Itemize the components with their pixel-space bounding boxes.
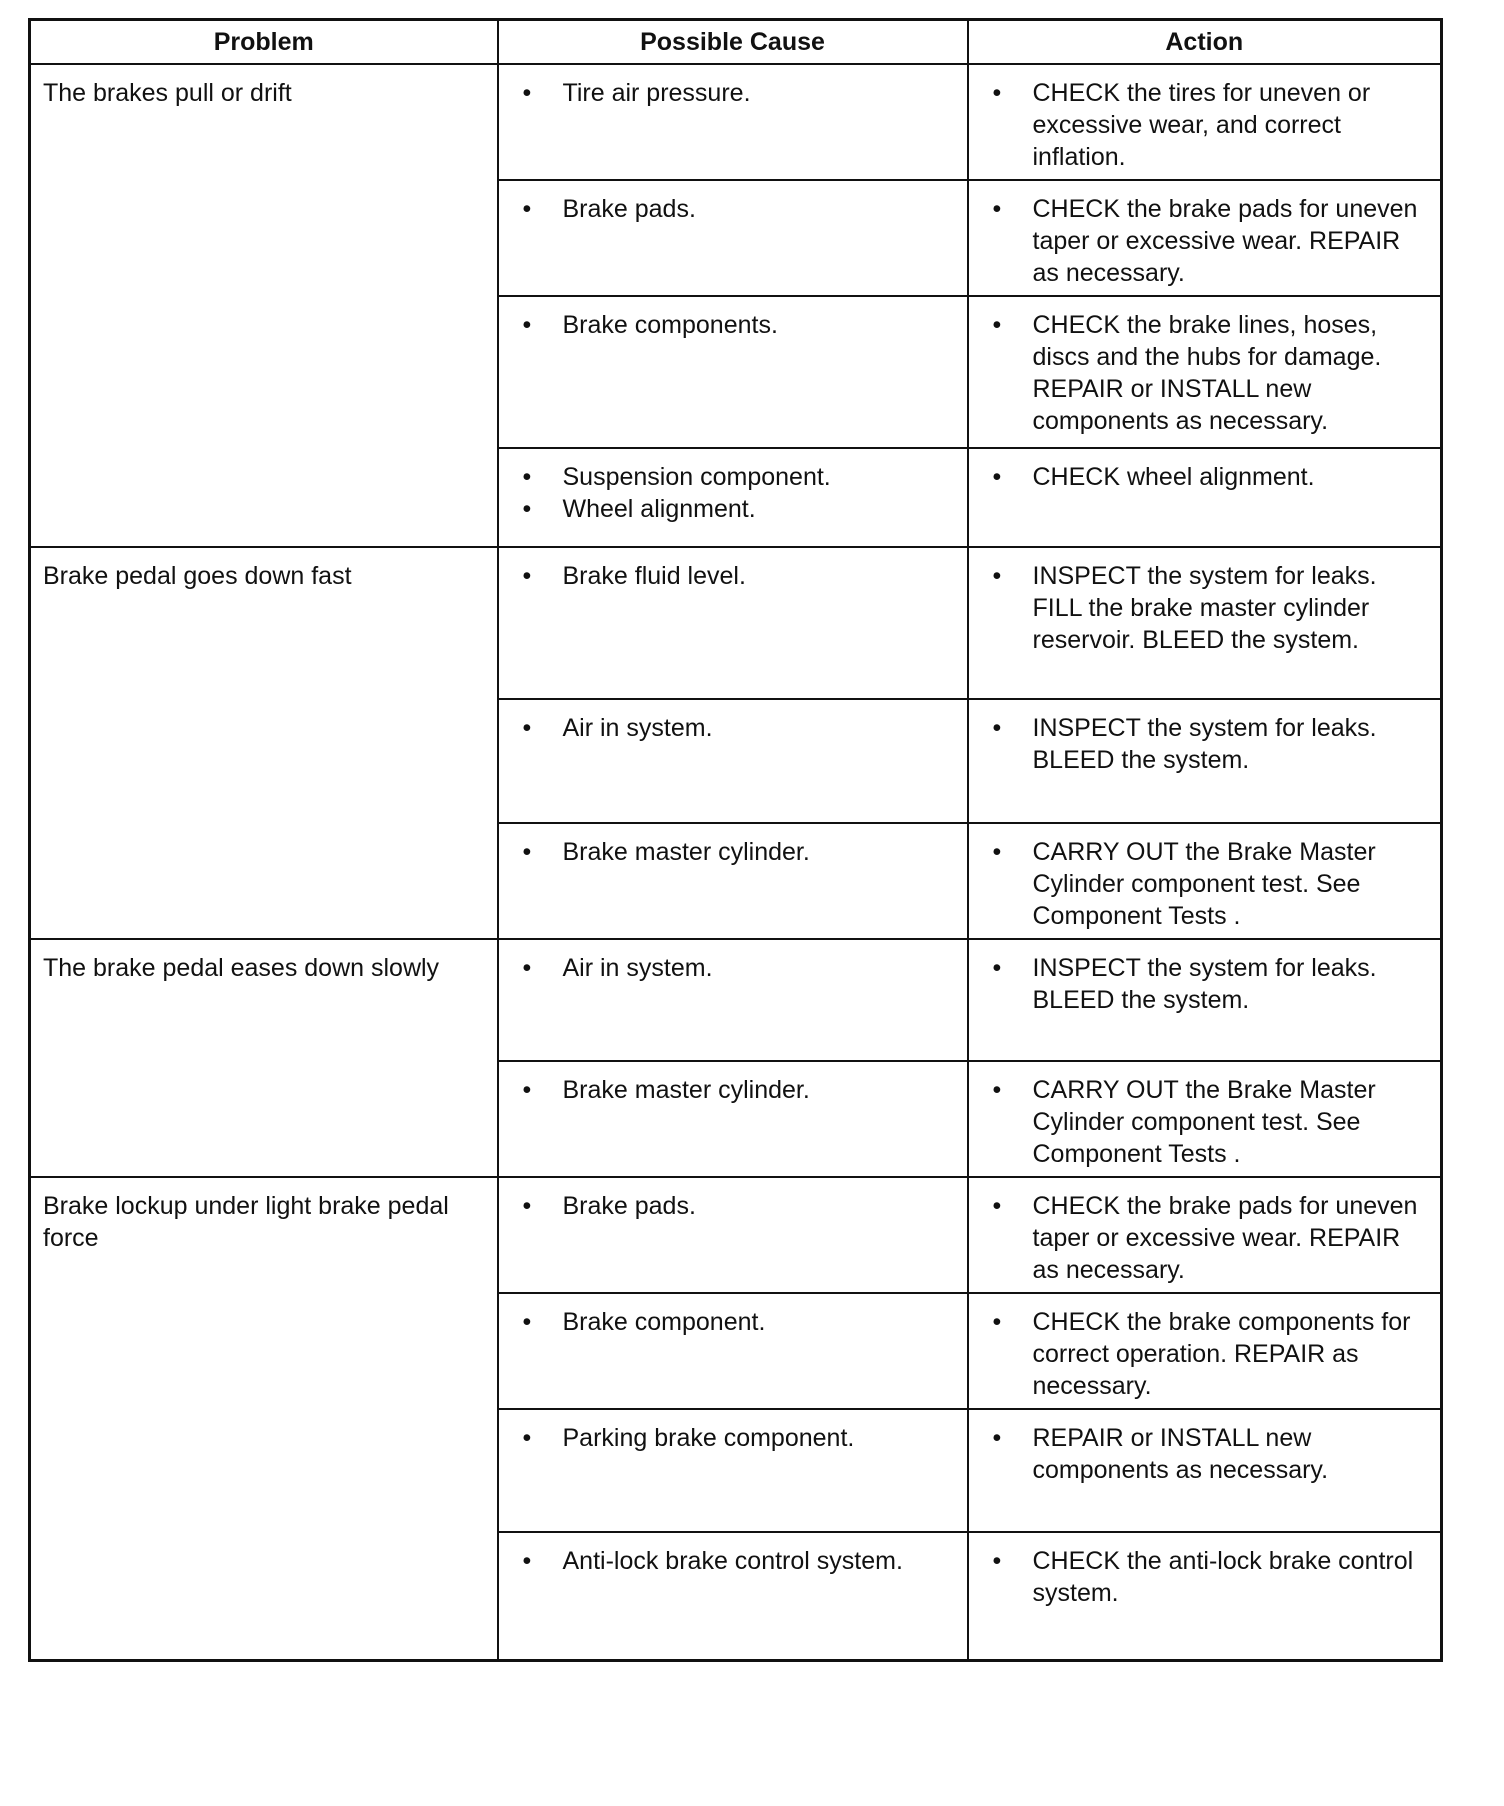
bullet-icon: • — [992, 311, 1002, 339]
header-action: Action — [968, 20, 1442, 65]
bullet-icon: • — [992, 463, 1002, 491]
table-row — [30, 939, 1442, 1061]
bullet-icon: • — [992, 1547, 1002, 1575]
table-row — [30, 1177, 1442, 1293]
bullet-icon: • — [522, 562, 532, 590]
bullet-text: Brake component. — [562, 1308, 766, 1336]
bullet-text: Parking brake component. — [562, 1424, 855, 1452]
cause-cell — [498, 939, 968, 1061]
problem-text: The brake pedal eases down slowly — [43, 954, 440, 982]
problem-text: Brake lockup under light brake pedal force — [43, 1192, 449, 1252]
bullet-item — [511, 836, 957, 868]
cause-cell — [498, 1293, 968, 1409]
action-cell — [968, 1293, 1442, 1409]
action-cell — [968, 823, 1442, 939]
bullet-text: Brake fluid level. — [562, 562, 746, 590]
bullet-icon: • — [522, 495, 532, 523]
bullet-icon: • — [992, 838, 1002, 866]
problem-text: The brakes pull or drift — [43, 79, 292, 107]
bullet-icon: • — [992, 1192, 1002, 1220]
bullet-item — [981, 952, 1431, 1016]
action-text: CARRY OUT the Brake Master Cylinder component test. See Component Tests . — [1032, 838, 1376, 930]
bullet-icon: • — [522, 1192, 532, 1220]
action-text: CHECK the brake components for correct operation. REPAIR as necessary. — [1032, 1308, 1411, 1400]
bullet-icon: • — [992, 562, 1002, 590]
bullet-icon: • — [522, 79, 532, 107]
bullet-icon: • — [992, 79, 1002, 107]
bullet-icon: • — [522, 954, 532, 982]
bullet-item — [511, 193, 957, 225]
bullet-text: Brake pads. — [562, 1192, 696, 1220]
bullet-icon: • — [522, 311, 532, 339]
cause-cell — [498, 448, 968, 547]
bullet-icon: • — [522, 1547, 532, 1575]
bullet-icon: • — [992, 714, 1002, 742]
cause-cell — [498, 1532, 968, 1660]
bullet-item — [511, 560, 957, 592]
bullet-item — [981, 836, 1431, 932]
bullet-text: Anti-lock brake control system. — [562, 1547, 903, 1575]
bullet-text: Tire air pressure. — [562, 79, 751, 107]
cause-cell — [498, 180, 968, 296]
cause-cell — [498, 547, 968, 699]
bullet-item — [511, 77, 957, 109]
bullet-item — [981, 193, 1431, 289]
bullet-item — [511, 309, 957, 341]
bullet-icon: • — [522, 838, 532, 866]
bullet-item — [981, 1306, 1431, 1402]
bullet-icon: • — [992, 1424, 1002, 1452]
bullet-icon: • — [992, 954, 1002, 982]
action-cell — [968, 1532, 1442, 1660]
action-text: CHECK wheel alignment. — [1032, 463, 1315, 491]
bullet-text: Brake components. — [562, 311, 778, 339]
action-text: INSPECT the system for leaks. FILL the brake master cylinder reservoir. BLEED the system. — [1032, 562, 1377, 654]
bullet-item — [511, 712, 957, 744]
action-cell — [968, 1177, 1442, 1293]
bullet-item — [511, 493, 957, 525]
bullet-icon: • — [522, 1076, 532, 1104]
action-cell — [968, 939, 1442, 1061]
problem-cell — [30, 939, 498, 1177]
problem-cell — [30, 547, 498, 939]
problem-cell — [30, 64, 498, 547]
action-cell — [968, 547, 1442, 699]
header-row — [30, 20, 1442, 65]
action-cell — [968, 180, 1442, 296]
header-problem: Problem — [30, 20, 498, 65]
bullet-item — [511, 1422, 957, 1454]
action-text: CHECK the anti-lock brake control system. — [1032, 1547, 1414, 1607]
bullet-item — [981, 1074, 1431, 1170]
bullet-text: Wheel alignment. — [562, 495, 756, 523]
bullet-icon: • — [992, 1308, 1002, 1336]
bullet-icon: • — [992, 1076, 1002, 1104]
action-cell — [968, 448, 1442, 547]
action-text: INSPECT the system for leaks. BLEED the system. — [1032, 714, 1377, 774]
diagnosis-table — [28, 18, 1443, 1662]
action-text: CHECK the brake pads for uneven taper or excessive wear. REPAIR as necessary. — [1032, 195, 1418, 287]
cause-cell — [498, 699, 968, 823]
bullet-item — [511, 952, 957, 984]
bullet-icon: • — [522, 463, 532, 491]
action-text: INSPECT the system for leaks. BLEED the system. — [1032, 954, 1377, 1014]
bullet-item — [511, 1545, 957, 1577]
bullet-icon: • — [522, 1308, 532, 1336]
bullet-item — [981, 461, 1431, 493]
action-cell — [968, 1061, 1442, 1177]
action-cell — [968, 699, 1442, 823]
bullet-text: Air in system. — [562, 714, 713, 742]
bullet-text: Brake pads. — [562, 195, 696, 223]
bullet-item — [981, 309, 1431, 437]
cause-cell — [498, 1177, 968, 1293]
bullet-icon: • — [522, 195, 532, 223]
bullet-item — [981, 560, 1431, 656]
bullet-item — [511, 1074, 957, 1106]
bullet-item — [981, 1422, 1431, 1486]
bullet-item — [981, 77, 1431, 173]
bullet-item — [511, 461, 957, 493]
bullet-icon: • — [522, 714, 532, 742]
problem-text: Brake pedal goes down fast — [43, 562, 352, 590]
cause-cell — [498, 1061, 968, 1177]
bullet-text: Brake master cylinder. — [562, 1076, 810, 1104]
bullet-item — [981, 1545, 1431, 1609]
action-text: CARRY OUT the Brake Master Cylinder component test. See Component Tests . — [1032, 1076, 1376, 1168]
cause-cell — [498, 296, 968, 448]
action-cell — [968, 1409, 1442, 1532]
cause-cell — [498, 1409, 968, 1532]
action-text: CHECK the tires for uneven or excessive wear, and correct inflation. — [1032, 79, 1371, 171]
header-possible-cause: Possible Cause — [498, 20, 968, 65]
bullet-item — [511, 1190, 957, 1222]
action-text: REPAIR or INSTALL new components as necessary. — [1032, 1424, 1329, 1484]
bullet-item — [981, 1190, 1431, 1286]
bullet-item — [981, 712, 1431, 776]
bullet-text: Air in system. — [562, 954, 713, 982]
bullet-text: Suspension component. — [562, 463, 831, 491]
problem-cell — [30, 1177, 498, 1660]
cause-cell — [498, 64, 968, 180]
action-text: CHECK the brake lines, hoses, discs and the hubs for damage. REPAIR or INSTALL new components as necessary. — [1032, 311, 1382, 435]
table-body — [30, 64, 1442, 1660]
table-row — [30, 64, 1442, 180]
action-cell — [968, 64, 1442, 180]
bullet-icon: • — [522, 1424, 532, 1452]
table-row — [30, 547, 1442, 699]
bullet-icon: • — [992, 195, 1002, 223]
bullet-item — [511, 1306, 957, 1338]
cause-cell — [498, 823, 968, 939]
bullet-text: Brake master cylinder. — [562, 838, 810, 866]
action-cell — [968, 296, 1442, 448]
action-text: CHECK the brake pads for uneven taper or excessive wear. REPAIR as necessary. — [1032, 1192, 1418, 1284]
